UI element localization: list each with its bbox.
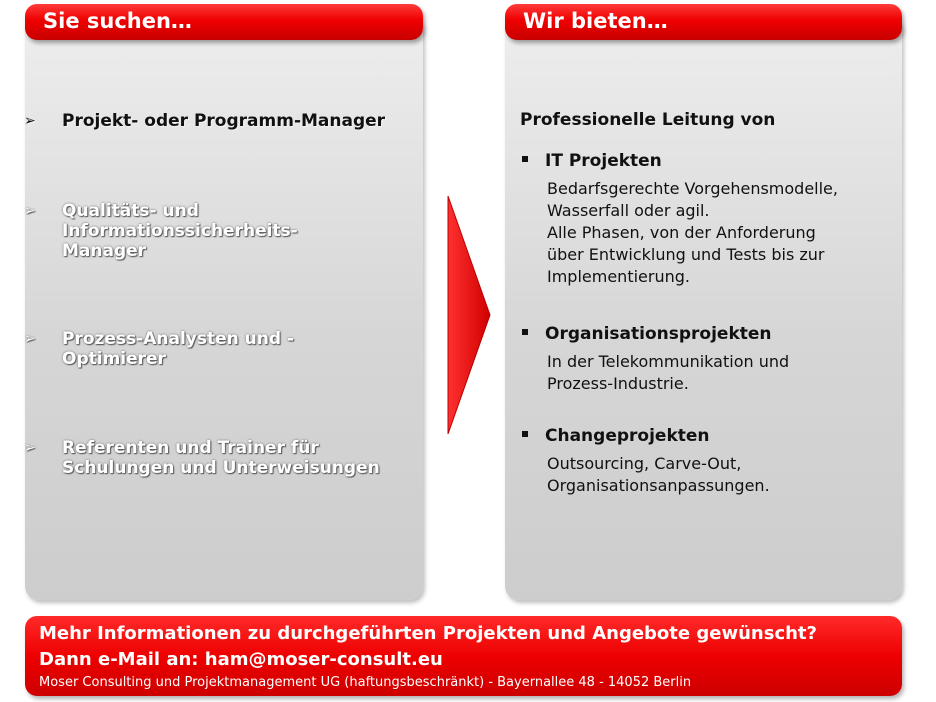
- right-arrow-icon: [446, 196, 492, 434]
- list-item-text: Projekt- oder Programm-Manager: [62, 111, 386, 131]
- arrow-bullet-icon: ➢: [24, 203, 36, 219]
- square-bullet-icon: [522, 431, 528, 437]
- footer-question: Mehr Informationen zu durchgeführten Projekten und Angebote gewünscht?: [39, 623, 817, 644]
- offer-title: Professionelle Leitung von: [520, 110, 776, 130]
- square-bullet-icon: [522, 329, 528, 335]
- offer-section-title: Changeprojekten: [522, 426, 710, 446]
- footer-address: Moser Consulting und Projektmanagement UG (haftungsbeschränkt) - Bayernallee 48 - 14052 Berlin: [39, 675, 692, 690]
- right-panel: [505, 14, 902, 600]
- offer-section-title: Organisationsprojekten: [522, 324, 772, 344]
- list-item-text: Referenten und Trainer für Schulungen und Unterweisungen: [62, 438, 380, 478]
- right-header: Wir bieten…: [505, 4, 902, 40]
- arrow-bullet-icon: ➢: [24, 113, 36, 129]
- footer-email[interactable]: Dann e-Mail an: ham@moser-consult.eu: [39, 649, 443, 670]
- arrow-bullet-icon: ➢: [24, 440, 36, 456]
- square-bullet-icon: [522, 156, 528, 162]
- offer-section-title: IT Projekten: [522, 151, 662, 171]
- offer-section-description: In der Telekommunikation und Prozess-Industrie.: [547, 352, 790, 393]
- list-item-text: Qualitäts- und Informationssicherheits-Manager: [62, 201, 298, 261]
- contact-footer: [25, 616, 902, 696]
- offer-section-description: Bedarfsgerechte Vorgehensmodelle, Wasserfall oder agil. Alle Phasen, von der Anforderung über Entwicklung und Tests bis zur Implementierung.: [547, 179, 838, 286]
- arrow-bullet-icon: ➢: [24, 331, 36, 347]
- left-panel: [25, 14, 423, 600]
- list-item-text: Prozess-Analysten und -Optimierer: [62, 329, 295, 369]
- offer-section-description: Outsourcing, Carve-Out, Organisationsanpassungen.: [547, 454, 770, 495]
- left-header: Sie suchen…: [25, 4, 423, 40]
